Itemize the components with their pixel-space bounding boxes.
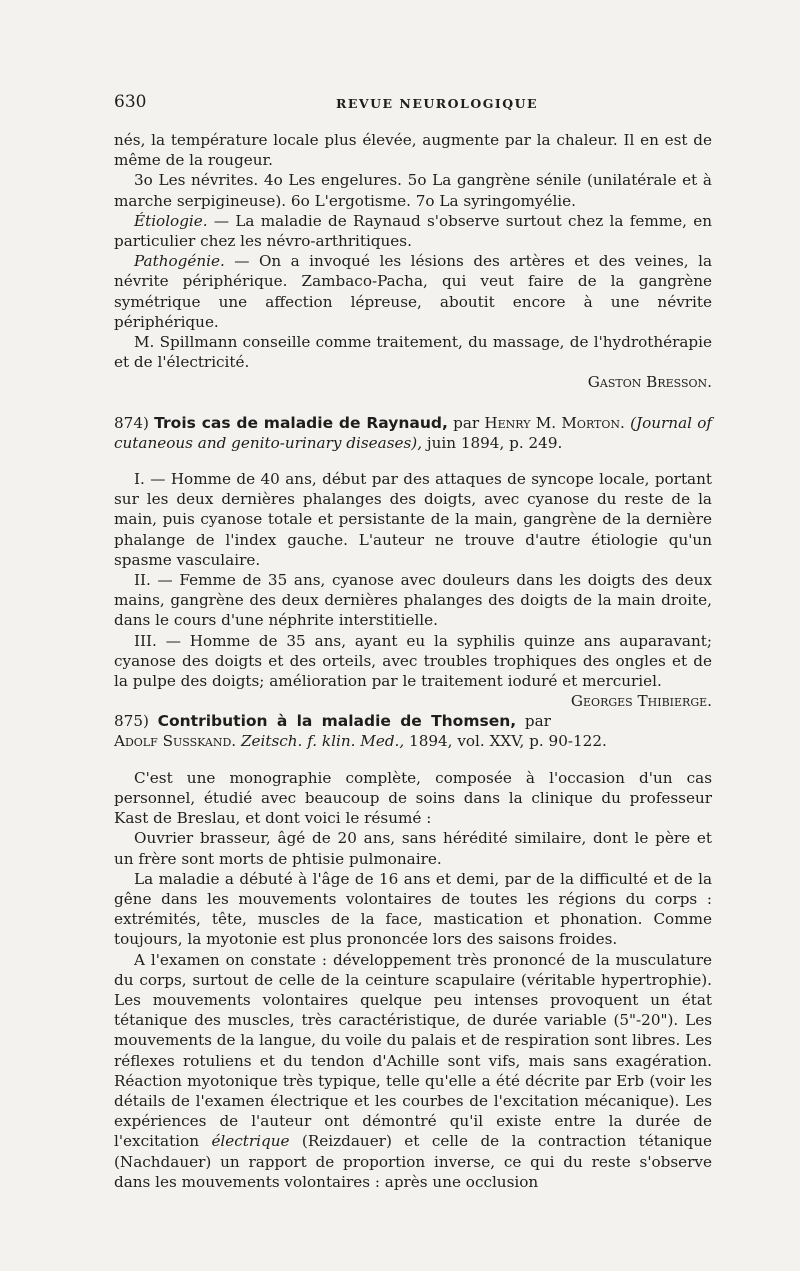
- article-title: Contribution à la maladie de Thomsen,: [157, 712, 517, 731]
- article-heading-875: [114, 711, 712, 751]
- paragraph: [114, 251, 712, 332]
- paragraph-text: — La maladie de Raynaud s'observe surtout chez la femme, en particulier chez les névro-arthritiques.: [114, 211, 712, 251]
- article-date: 1894, vol. XXV, p. 90-122.: [404, 732, 607, 751]
- section-label: Étiologie.: [134, 211, 208, 230]
- page-header: [0, 92, 800, 116]
- paragraph: [114, 211, 712, 251]
- paragraph: nés, la température locale plus élevée, augmente par la chaleur. Il en est de même de la rougeur.: [114, 131, 712, 170]
- paragraph: C'est une monographie complète, composée à l'occasion d'un cas personnel, étudié avec beaucoup de soins dans la clinique du professeur Kast de Breslau, et dont voici le résumé :: [114, 768, 712, 828]
- paragraph: II. — Femme de 35 ans, cyanose avec douleurs dans les doigts des deux mains, gangrène des deux dernières phalanges des doigts de la main droite, dans le cours d'une néphrite interstitielle.: [114, 571, 712, 630]
- paragraph: [114, 631, 712, 711]
- article-journal: Zeitsch. f. klin. Med.,: [236, 732, 405, 751]
- paragraph: Ouvrier brasseur, âgé de 20 ans, sans hérédité similaire, dont le père et un frère sont morts de phtisie pulmonaire.: [114, 829, 712, 868]
- paragraph-text: A l'examen on constate : développement très prononcé de la musculature du corps, surtout de celle de la ceinture scapulaire (véritable hypertrophie). Les mouvements volontaires quelque peu intenses provoquent un état tétanique des muscles, très caractéristique, de durée variable (5"-20"). Les mouvements de la langue, du voile du palais et de respiration sont libres. Les réflexes rotuliens et du tendon d'Achille sont vifs, mais sans exagération. Réaction myotonique très typique, telle qu'elle a été décrite par Erb (voir les détails de l'examen électrique et les courbes de l'excitation mécanique). Les expériences de l'auteur ont démontré qu'il existe entre la durée de l'excitation: [114, 950, 712, 1151]
- section-label: Pathogénie.: [134, 252, 225, 271]
- emphasis: électrique: [211, 1132, 290, 1151]
- paragraph: I. — Homme de 40 ans, début par des attaques de syncope locale, portant sur les deux dernières phalanges des doigts, avec cyanose du reste de la main, puis cyanose totale et persistante de la main, gangrène de la dernière phalange de l'index gauche. L'auteur ne trouve d'autre étiologie qu'un spasme vasculaire.: [114, 470, 712, 569]
- article-number: 874): [114, 413, 149, 432]
- paragraph-text: — On a invoqué les lésions des artères et des veines, la névrite périphérique. Zambaco-Pacha, qui veut faire de la gangrène symétrique une affection lépreuse, aboutit encore à une névrite périphérique.: [114, 252, 712, 331]
- signature: Gaston Bresson.: [587, 373, 712, 392]
- article-date: juin 1894, p. 249.: [422, 433, 563, 452]
- article-citation: [114, 413, 712, 453]
- article-title: Trois cas de maladie de Raynaud,: [154, 413, 448, 432]
- page-body: [114, 130, 712, 1192]
- paragraph: 3o Les névrites. 4o Les engelures. 5o La gangrène sénile (unilatérale et à marche serpigineuse). 6o L'ergotisme. 7o La syringomyélie.: [114, 171, 712, 210]
- paragraph-text: III. — Homme de 35 ans, ayant eu la syphilis quinze ans auparavant; cyanose des doigts et des orteils, avec troubles trophiques des ongles et de la pulpe des doigts; amélioration par le traitement ioduré et mercuriel.: [114, 631, 712, 691]
- article-author: Henry M. Morton.: [484, 413, 625, 432]
- citation-by: par: [447, 413, 485, 432]
- page-number: 630: [114, 92, 147, 112]
- article-number: 875): [114, 712, 149, 731]
- article-journal: (Journal of cutaneous and genito-urinary diseases),: [114, 413, 713, 452]
- citation-by: par: [516, 712, 551, 731]
- paragraph: M. Spillmann conseille comme traitement, du massage, de l'hydrothérapie et de l'électricité.: [114, 333, 712, 372]
- paragraph: La maladie a débuté à l'âge de 16 ans et demi, par de la difficulté et de la gêne dans les mouvements volontaires de toutes les régions du corps : extrémités, tête, muscles de la face, mastication et phonation. Comme toujours, la myotonie est plus prononcée lors des saisons froides.: [114, 869, 712, 949]
- signature: Georges Thibierge.: [570, 692, 712, 711]
- paragraph-text: (Reizdauer) et celle de la contraction tétanique (Nachdauer) un rapport de proportion inverse, ce qui du reste s'observe dans les mouvements volontaires : après une occlusion: [114, 1132, 712, 1191]
- running-title: REVUE NEUROLOGIQUE: [336, 96, 539, 111]
- article-heading-874: [114, 413, 712, 453]
- article-author: Adolf Susskand.: [114, 732, 237, 751]
- paragraph: [114, 950, 712, 1192]
- article-citation: [114, 711, 712, 751]
